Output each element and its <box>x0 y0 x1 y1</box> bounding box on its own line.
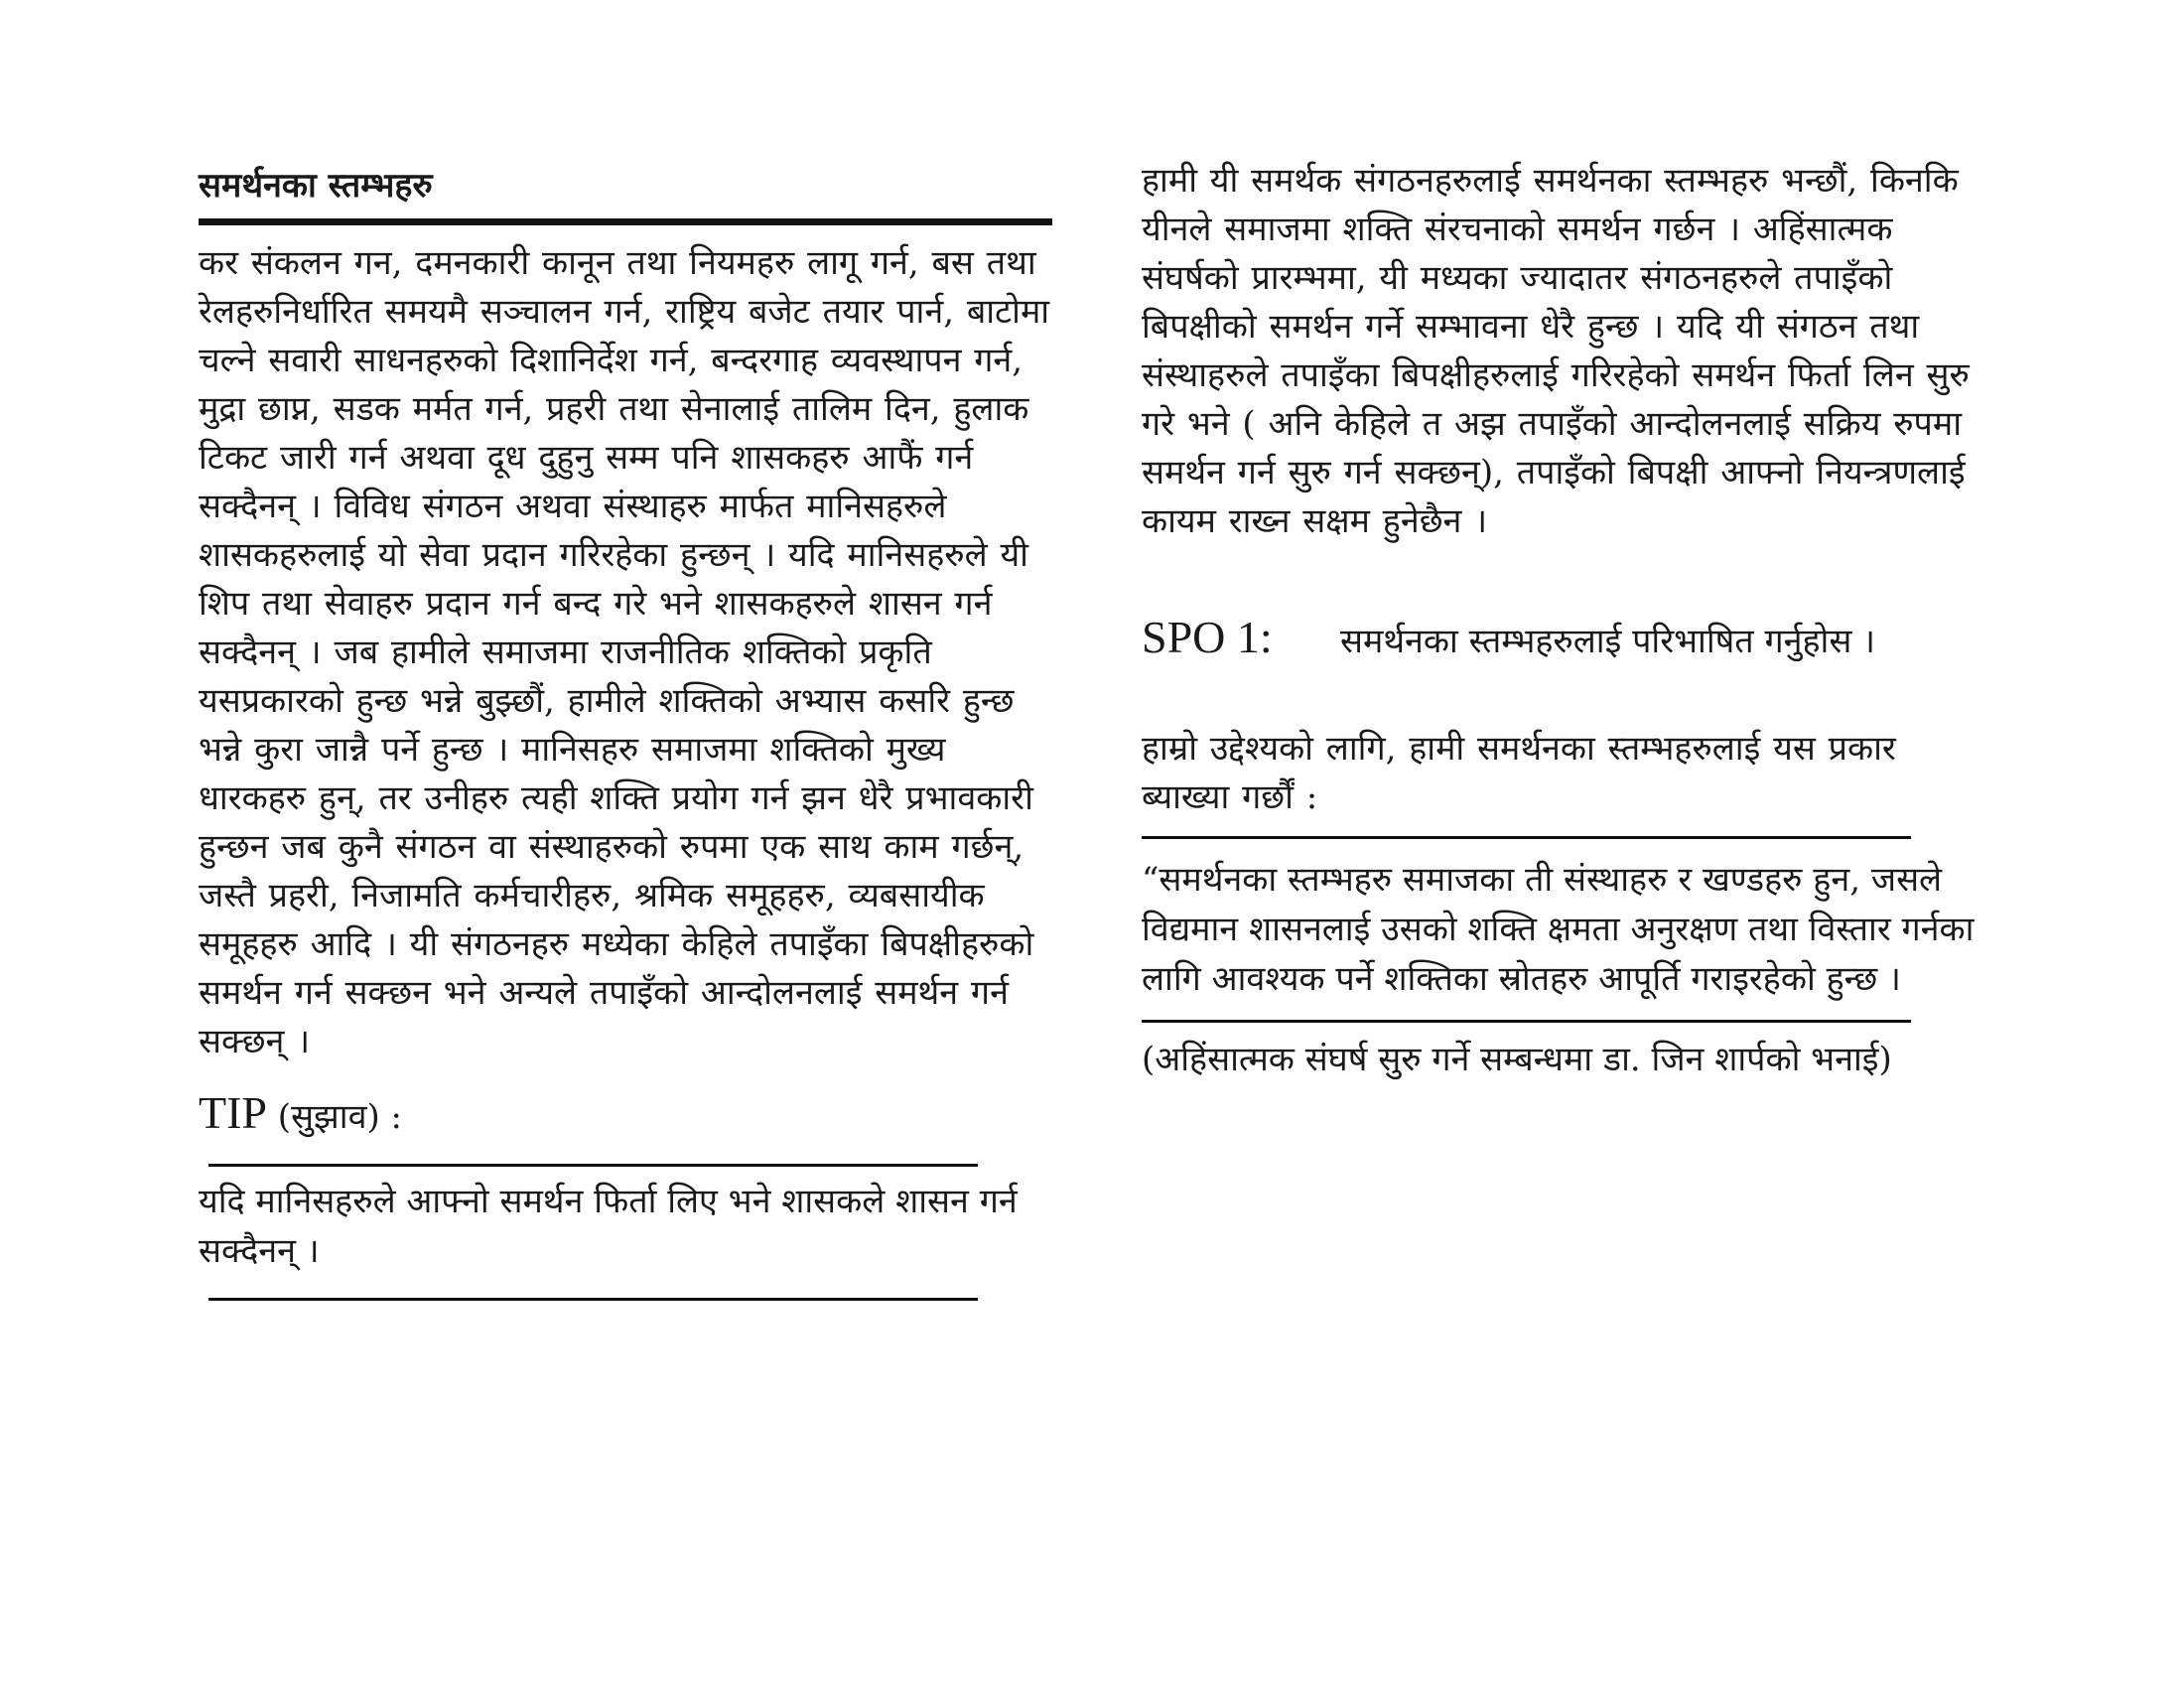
tip-bottom-rule <box>208 1298 978 1301</box>
spo-text: समर्थनका स्तम्भहरुलाई परिभाषित गर्नुहोस । <box>1340 622 1876 661</box>
spo-objective <box>1142 612 1995 667</box>
tip-heading <box>199 1088 1052 1142</box>
intro-paragraph: हामी यी समर्थक संगठनहरुलाई समर्थनका स्तम्भहरु भन्छौं, किनकि यीनले समाजमा शक्ति संरचनाको समर्थन गर्छन । अहिंसात्मक संघर्षको प्रारम्भमा, यी मध्यका ज्यादातर संगठनहरुले तपाइँको बिपक्षीको समर्थन गर्ने सम्भावना धेरै हुन्छ । यदि यी संगठन तथा संस्थाहरुले तपाइँका बिपक्षीहरुलाई गरिरहेको समर्थन फिर्ता लिन सुरु गरे भने ( अनि केहिले त अझ तपाइँको आन्दोलनलाई सक्रिय रुपमा समर्थन गर्न सुरु गर्न सक्छन्), तपाइँको बिपक्षी आफ्नो नियन्त्रणलाई कायम राख्न सक्षम हुनेछैन । <box>1142 161 1970 541</box>
quote-bottom-rule <box>1142 1020 1911 1023</box>
left-column <box>199 149 1052 1301</box>
tip-top-rule <box>208 1164 978 1167</box>
tip-label: TIP <box>199 1087 267 1138</box>
tip-sublabel: (सुझाव) : <box>267 1097 402 1137</box>
quote-source: (अहिंसात्मक संघर्ष सुरु गर्ने सम्बन्धमा डा. जिन शार्पको भनाई) <box>1142 1040 1892 1079</box>
tip-text: यदि मानिसहरुले आफ्नो समर्थन फिर्ता लिए भने शासकले शासन गर्न सक्दैनन् । <box>199 1182 1018 1271</box>
quote-top-rule <box>1142 836 1911 839</box>
section-heading: समर्थनका स्तम्भहरु <box>199 163 1052 225</box>
purpose-paragraph: हाम्रो उद्देश्यको लागि, हामी समर्थनका स्तम्भहरुलाई यस प्रकार ब्याख्या गर्छौं : <box>1142 729 1896 817</box>
definition-quote: “समर्थनका स्तम्भहरु समाजका ती संस्थाहरु र खण्डहरु हुन, जसले विद्यमान शासनलाई उसको शक्ति क्षमता अनुरक्षण तथा विस्तार गर्नका लागि आवश्यक पर्ने शक्तिका स्रोतहरु आपूर्ति गराइरहेको हुन्छ । <box>1142 860 1975 999</box>
right-column <box>1142 149 1995 1084</box>
spo-label: SPO 1: <box>1142 612 1273 662</box>
body-paragraph: कर संकलन गन, दमनकारी कानून तथा नियमहरु लागू गर्न, बस तथा रेलहरुनिर्धारित समयमै सञ्चालन गर्न, राष्ट्रिय बजेट तयार पार्न, बाटोमा चल्ने सवारी साधनहरुको दिशानिर्देश गर्न, बन्दरगाह व्यवस्थापन गर्न, मुद्रा छाप्न, सडक मर्मत गर्न, प्रहरी तथा सेनालाई तालिम दिन, हुलाक टिकट जारी गर्न अथवा दूध दुहुनु सम्म पनि शासकहरु आफैं गर्न सक्दैनन् । विविध संगठन अथवा संस्थाहरु मार्फत मानिसहरुले शासकहरुलाई यो सेवा प्रदान गरिरहेका हुन्छन् । यदि मानिसहरुले यी शिप तथा सेवाहरु प्रदान गर्न बन्द गरे भने शासकहरुले शासन गर्न सक्दैनन् । जब हामीले समाजमा राजनीतिक शक्तिको प्रकृति यसप्रकारको हुन्छ भन्ने बुझ्छौं, हामीले शक्तिको अभ्यास कसरि हुन्छ भन्ने कुरा जान्नै पर्ने हुन्छ । मानिसहरु समाजमा शक्तिको मुख्य धारकहरु हुन्, तर उनीहरु त्यही शक्ति प्रयोग गर्न झन धेरै प्रभावकारी हुन्छन जब कुनै संगठन वा संस्थाहरुको रुपमा एक साथ काम गर्छन्, जस्तै प्रहरी, निजामति कर्मचारीहरु, श्रमिक समूहहरु, व्यबसायीक समूहहरु आदि । यी संगठनहरु मध्येका केहिले तपाइँका बिपक्षीहरुको समर्थन गर्न सक्छन भने अन्यले तपाइँको आन्दोलनलाई समर्थन गर्न सक्छन् । <box>199 243 1050 1061</box>
